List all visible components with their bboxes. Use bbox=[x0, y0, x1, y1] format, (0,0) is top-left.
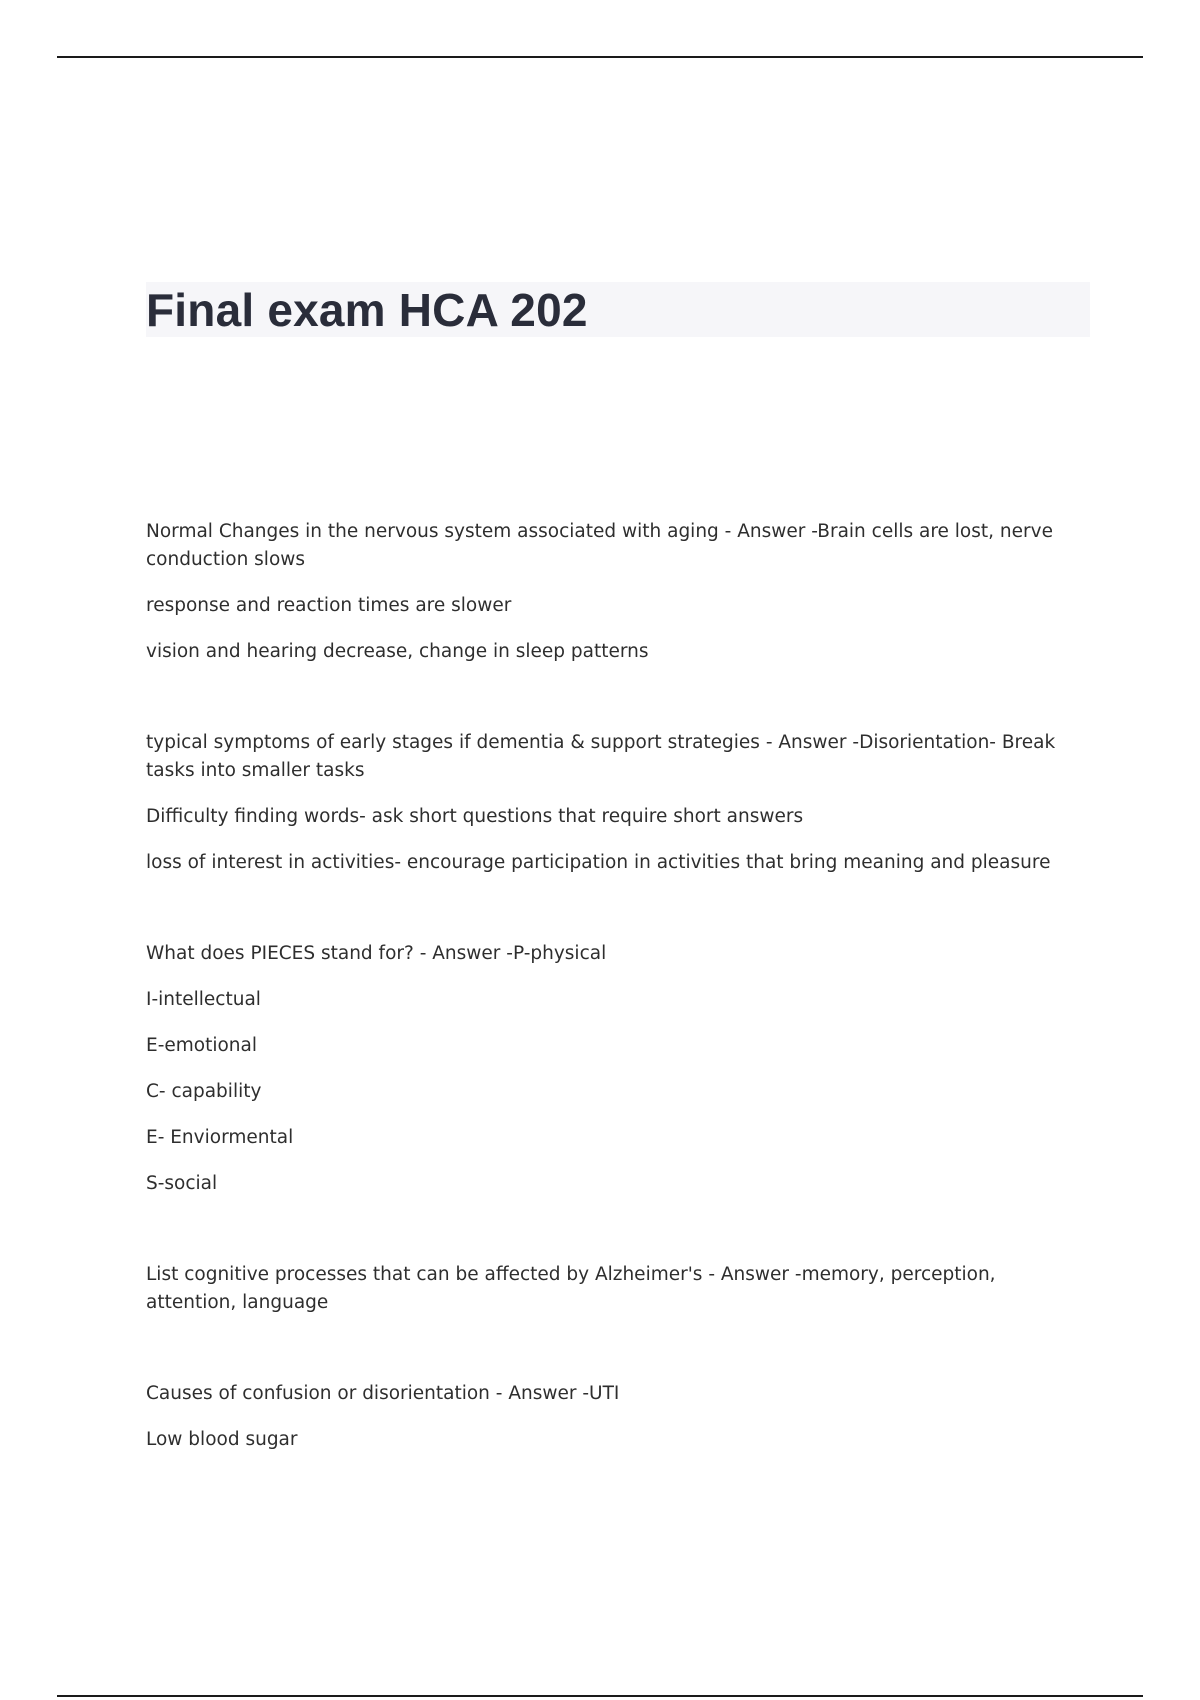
document-body bbox=[146, 518, 1086, 1517]
qa-line: What does PIECES stand for? - Answer -P-physical bbox=[146, 943, 607, 964]
qa-line: Normal Changes in the nervous system associated with aging - Answer -Brain cells are lost, nerve conduction slows bbox=[146, 521, 1053, 570]
qa-entry-cognitive-processes bbox=[146, 1261, 1086, 1317]
qa-line: typical symptoms of early stages if dementia & support strategies - Answer -Disorientation- Break tasks into smaller tasks bbox=[146, 732, 1056, 781]
top-rule bbox=[57, 56, 1143, 58]
qa-line: Low blood sugar bbox=[146, 1429, 298, 1450]
qa-line: response and reaction times are slower bbox=[146, 595, 512, 616]
qa-line: vision and hearing decrease, change in sleep patterns bbox=[146, 641, 649, 662]
qa-line: C- capability bbox=[146, 1081, 262, 1102]
qa-line: loss of interest in activities- encourage participation in activities that bring meaning and pleasure bbox=[146, 852, 1051, 873]
qa-entry-nervous-system bbox=[146, 518, 1086, 666]
qa-line: Causes of confusion or disorientation - Answer -UTI bbox=[146, 1383, 620, 1404]
qa-line: E-emotional bbox=[146, 1035, 257, 1056]
qa-entry-confusion-causes bbox=[146, 1380, 1086, 1454]
qa-line: List cognitive processes that can be affected by Alzheimer's - Answer -memory, perception, attention, language bbox=[146, 1264, 996, 1313]
bottom-rule bbox=[57, 1695, 1143, 1697]
qa-line: E- Enviormental bbox=[146, 1127, 294, 1148]
qa-line: S-social bbox=[146, 1173, 218, 1194]
qa-entry-dementia bbox=[146, 729, 1086, 877]
qa-line: I-intellectual bbox=[146, 989, 261, 1010]
qa-entry-pieces bbox=[146, 940, 1086, 1198]
qa-line: Difficulty finding words- ask short questions that require short answers bbox=[146, 806, 804, 827]
document-title: Final exam HCA 202 bbox=[146, 284, 588, 336]
